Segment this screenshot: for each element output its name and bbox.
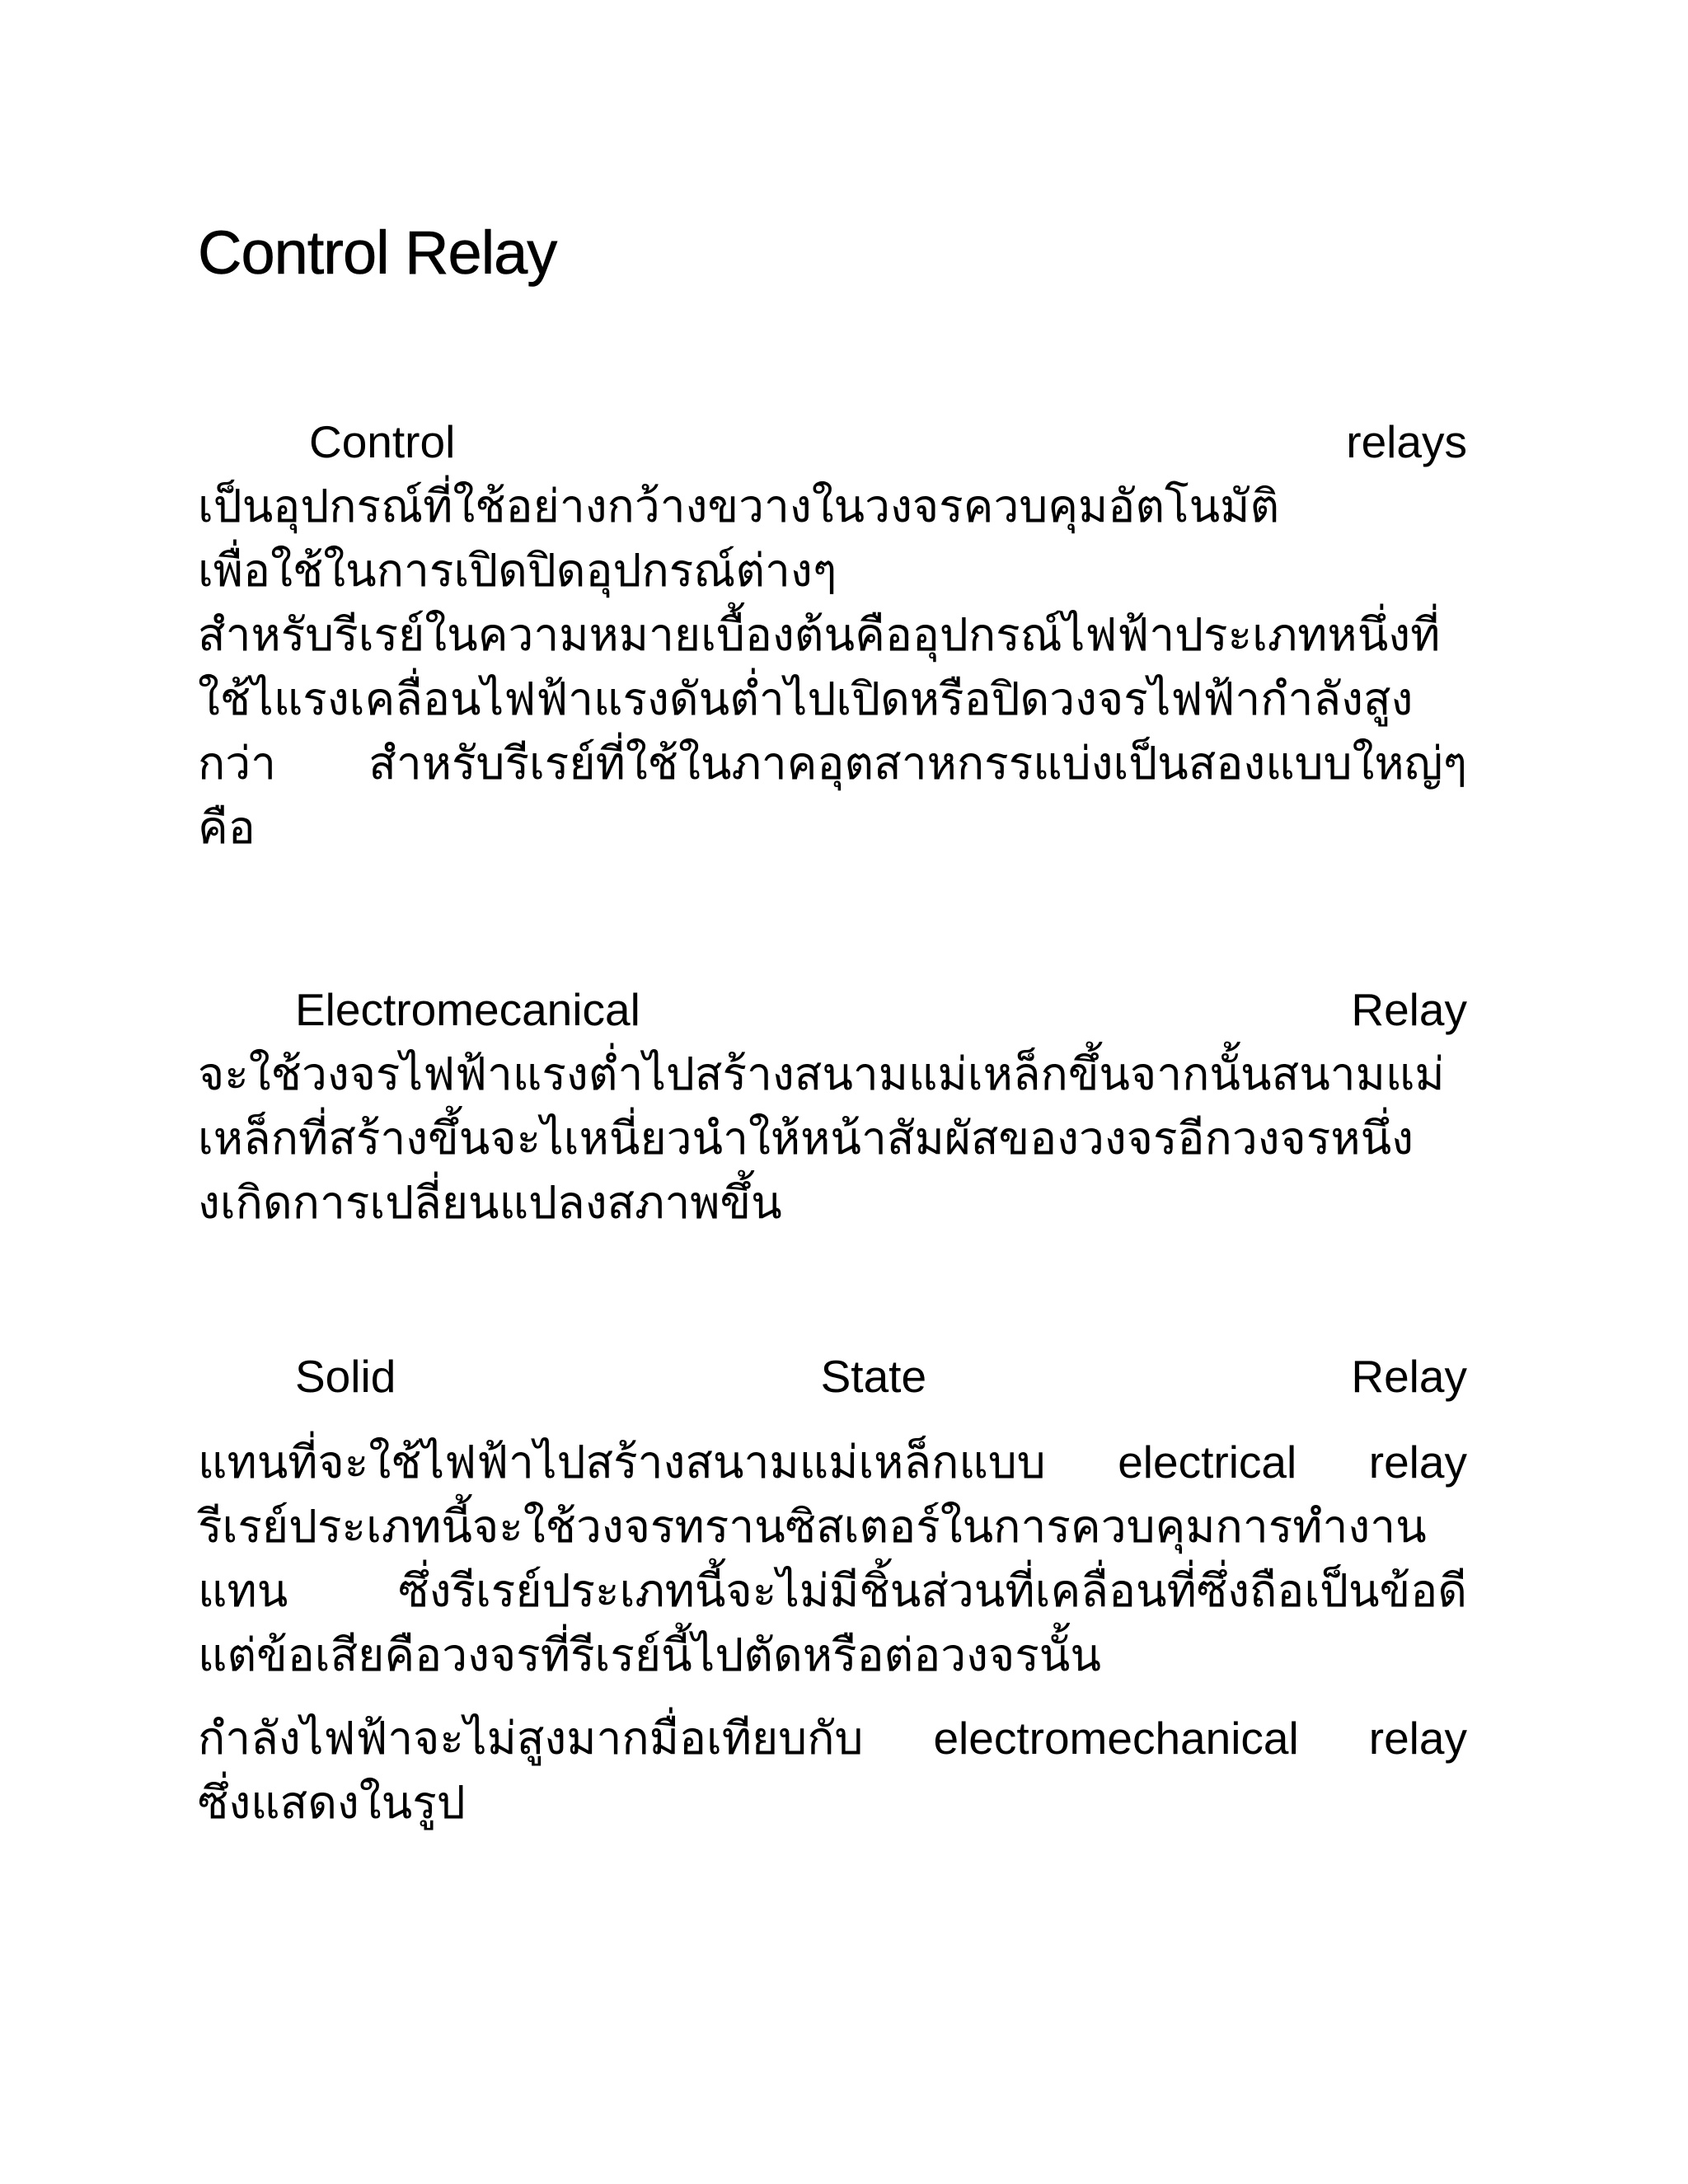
- word: Relay: [1351, 1351, 1467, 1402]
- paragraph-line: สำหรับรีเรย์ในความหมายเบื้องต้นคืออุปกรณ์ไฟฟ้าประเภทหนึ่งที่: [198, 609, 1441, 660]
- word: relay: [1368, 1436, 1467, 1488]
- paragraph-line: เป็นอุปกรณ์ที่ใช้อย่างกว้างขวางในวงจรควบคุมอัตโนมัติ: [198, 480, 1280, 532]
- paragraph-line: [198, 1430, 1467, 1494]
- paragraph-line: [198, 731, 1467, 795]
- paragraph-solid-state-relay: [198, 1344, 1467, 1687]
- word: Control: [309, 416, 456, 467]
- paragraph-control-relays: [198, 410, 1467, 860]
- paragraph-line: [198, 1706, 1467, 1770]
- word: relay: [1368, 1713, 1467, 1764]
- word: ซึ่งรีเรย์ประเภทนี้จะไม่มีชิ้นส่วนที่เคลื่อนที่ซึ่งถือเป็นข้อดี: [398, 1565, 1467, 1616]
- paragraph-line: งเกิดการเปลี่ยนแปลงสภาพขึ้น: [198, 1177, 782, 1228]
- word: สำหรับรีเรย์ที่ใช้ในภาคอุตสาหกรรแบ่งเป็นสองแบบใหญ่ๆ: [368, 738, 1467, 789]
- paragraph-line: [198, 977, 1467, 1042]
- word: electrical: [1118, 1436, 1297, 1488]
- word: Solid: [295, 1351, 396, 1402]
- word: แทน: [198, 1565, 288, 1616]
- paragraph-electromechanical-relay: [198, 977, 1467, 1235]
- word: State: [820, 1351, 927, 1402]
- word: กำลังไฟฟ้าจะไม่สูงมากมื่อเทียบกับ: [198, 1713, 864, 1764]
- word: แทนที่จะใช้ไฟฟ้าไปสร้างสนามแม่เหล็กแบบ: [198, 1436, 1046, 1488]
- paragraph-line: คือ: [198, 802, 256, 853]
- paragraph-line: เหล็กที่สร้างขึ้นจะไเหนี่ยวนำให้หน้าสัมผัสของวงจรอีกวงจรหนึ่ง: [198, 1113, 1414, 1164]
- paragraph-line: จะใช้วงจรไฟฟ้าแรงต่ำไปสร้างสนามแม่เหล็กขึ้นจากนั้นสนามแม่: [198, 1048, 1445, 1099]
- page-title: Control Relay: [198, 218, 557, 287]
- paragraph-line: ซึ่งแสดงในรูป: [198, 1777, 466, 1828]
- word: Relay: [1351, 984, 1467, 1035]
- word: electromechanical: [933, 1713, 1299, 1764]
- paragraph-line: ใช้ไแรงเคลื่อนไฟฟ้าแรงดันต่ำไปเปิดหรือปิดวงจรไฟฟ้ากำลังสูง: [198, 673, 1414, 724]
- paragraph-line: [198, 1558, 1467, 1623]
- word: Electromecanical: [295, 984, 640, 1035]
- paragraph-line: เพื่อใช้ในการเปิดปิดอุปกรณ์ต่างๆ: [198, 545, 837, 596]
- paragraph-line: [198, 1344, 1467, 1408]
- paragraph-line: แต่ข้อเสียคือวงจรที่รีเรย์นี้ไปตัดหรือต่อวงจรนั้น: [198, 1629, 1101, 1680]
- word: กว่า: [198, 738, 277, 789]
- paragraph-line: รีเรย์ประเภทนี้จะใช้วงจรทรานซิสเตอร์ในการควบคุมการทำงาน: [198, 1501, 1427, 1552]
- word: relays: [1346, 416, 1467, 467]
- paragraph-line: [198, 410, 1467, 474]
- paragraph-power-note: [198, 1706, 1467, 1835]
